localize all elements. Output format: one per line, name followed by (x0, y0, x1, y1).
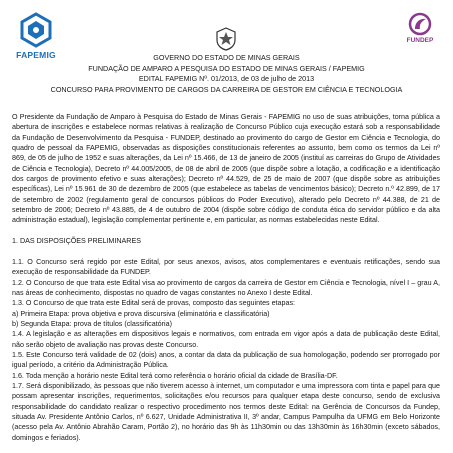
fapemig-emblem-icon (19, 12, 53, 48)
fundep-logo-text: FUNDEP (406, 37, 434, 44)
intro-paragraph: O Presidente da Fundação de Amparo à Pesquisa do Estado de Minas Gerais - FAPEMIG no uso de suas atribuições, torna pública a abertura de inscrições e estabelece normas relativas à realização de Concurso Público cuja execução estará sob a responsabilidade da Fundação de Desenvolvimento da Pesquisa - FUNDEP, destinado ao provimento do cargo de Gestor em Ciência e Tecnologia, do quadro de pessoal da FAPEMIG, observadas as disposições constitucionais referentes ao assunto, bem como os termos da Lei nº 869, de 05 de julho de 1952 e suas alterações, da Lei nº 15.466, de 13 de janeiro de 2005 (instituí as carreiras do Grupo de Atividades de Ciência e Tecnologia), Decreto nº 44.005/2005, de 08 de abril de 2005 (que dispõe sobre a lotação, a codificação e a identificação dos cargos de provimento efetivo e suas alterações); Decreto nº 44.529, de 25 de maio de 2007 (que dispõe sobre as atribuições específicas), Lei nº 15.961 de 30 de dezembro de 2005 (que estabelece as tabelas de vencimentos básico); Decreto n.º 42.899, de 17 de setembro de 2002 (regulamento geral de concursos públicos do Poder Executivo), alterado pelo Decreto nº 44.388, de 21 de setembro de 2006; Decreto nº 43.885, de 4 de outubro de 2004 (dispõe sobre código de conduta ética do servidor público e da alta administração estadual), legislação complementar pertinente e, em particular, as normas estabelecidas neste Edital. (12, 113, 440, 225)
fapemig-logo-text: FAPEMIG (16, 50, 56, 60)
document-body (12, 112, 440, 443)
fundep-logo (398, 12, 442, 46)
header-subject: CONCURSO PARA PROVIMENTO DE CARGOS DA CARREIRA DE GESTOR EM CIÊNCIA E TECNOLOGIA (50, 84, 403, 94)
section-title: 1. DAS DISPOSIÇÕES PRELIMINARES (12, 237, 141, 246)
item-1-2: 1.2. O Concurso de que trata este Edital visa ao provimento de cargos da carreira de Gestor em Ciência e Tecnologia, nível I – grau A, nas áreas de conhecimento, dispostas no quadro de vagas constantes no Anexo I deste Edital. (12, 278, 440, 297)
header-foundation: FUNDAÇÃO DE AMPARO A PESQUISA DO ESTADO DE MINAS GERAIS / FAPEMIG (88, 63, 365, 73)
state-coat-of-arms-icon (215, 27, 237, 51)
item-1-6: 1.6. Toda menção a horário neste Edital terá como referência o horário oficial da cidade de Brasília-DF. (12, 371, 338, 380)
header-edital: EDITAL FAPEMIG Nº. 01/2013, de 03 de julho de 2013 (138, 74, 315, 83)
fundep-emblem-icon (407, 12, 433, 36)
item-1-3: 1.3. O Concurso de que trata este Edital será de provas, composto das seguintes etapas: (12, 299, 296, 308)
item-1-1: 1.1. O Concurso será regido por este Edital, por seus anexos, avisos, atos complementares e eventuais retificações, sendo sua execução de responsabilidade da FUNDEP. (12, 257, 440, 277)
document-header (0, 53, 453, 95)
item-1-7: 1.7. Será disponibilizado, às pessoas que não tiverem acesso à internet, um computador e uma impressora com tinta e papel para que possam apresentar inscrições, requerimentos, solicitações e/ou recursos para qualquer etapa deste concurso, sendo de exclusiva responsabilidade do candidato realizar o respectivo procedimento nos termos deste Edital: na Gerência de Concursos da Fundep, situada Av. Presidente Antônio Carlos, nº 6.627, Unidade Administrativa II, 3º andar, Campus Pampulha da UFMG em Belo Horizonte (acesso pela Av. Antônio Abrahão Caram, Portão 2), no horário das 9h às 11h30min ou das 13h30min às 16h30min (exceto sábados, domingos e feriados). (12, 381, 440, 442)
item-1-5: 1.5. Este Concurso terá validade de 02 (dois) anos, a contar da data da publicação de sua homologação, podendo ser prorrogado por igual período, a critério da Administração Pública. (12, 350, 440, 370)
item-1-3-a: a) Primeira Etapa: prova objetiva e prova discursiva (eliminatória e classificatória) (12, 309, 270, 318)
item-1-4: 1.4. A legislação e as alterações em dispositivos legais e normativos, com entrada em vigor após a data de publicação deste Edital, não serão objeto de avaliação nas provas deste Concurso. (12, 330, 440, 349)
header-government: GOVERNO DO ESTADO DE MINAS GERAIS (153, 53, 300, 62)
item-1-3-b: b) Segunda Etapa: prova de títulos (classificatória) (12, 319, 172, 328)
